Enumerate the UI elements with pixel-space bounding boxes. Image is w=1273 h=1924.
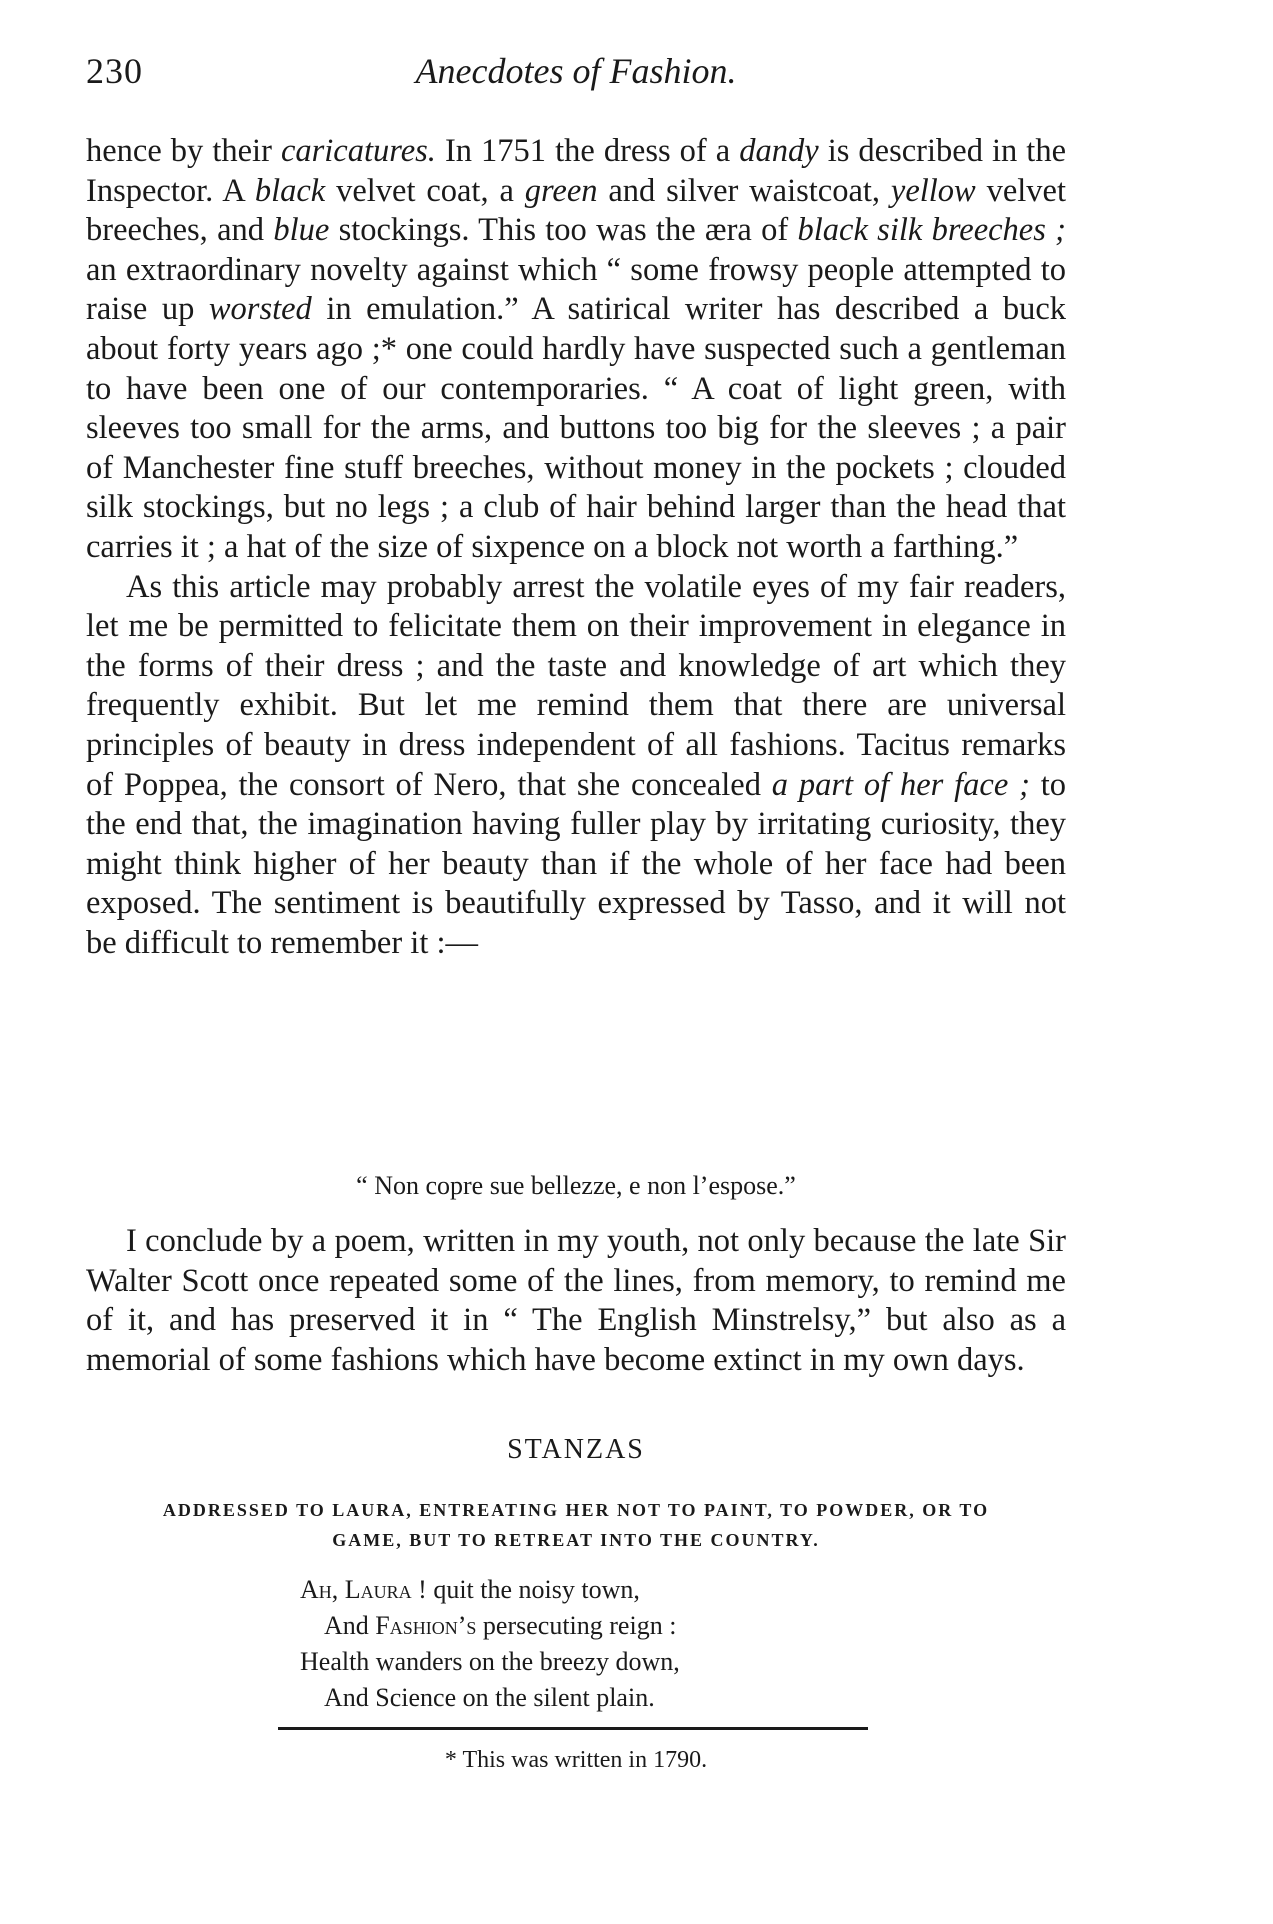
poem-line: And Fashion’s persecuting reign : bbox=[324, 1611, 677, 1640]
tasso-quote: “ Non copre sue bellezze, e non l’espose.” bbox=[356, 1171, 796, 1200]
stanzas-title: STANZAS bbox=[507, 1434, 645, 1465]
poem bbox=[300, 1572, 680, 1716]
paragraph-1: hence by their caricatures. In 1751 the dress of a dandy is described in the Inspector. A black velvet coat, a green and silver waistcoat, yellow velvet breeches, and blue stockings. This too was the æra of black silk breeches ; an extraordinary novelty against which “ some frowsy people attempted to raise up worsted in emulation.” A satirical writer has described a buck about forty years ago ;* one could hardly have suspected such a gentleman to have been one of our contemporaries. “ A coat of light green, with sleeves too small for the arms, and buttons too big for the sleeves ; a pair of Manchester fine stuff breeches, without money in the pockets ; clouded silk stockings, but no legs ; a club of hair behind larger than the head that carries it ; a hat of the size of sixpence on a block not worth a farthing.” bbox=[86, 133, 1067, 565]
poem-line: Ah, Laura ! quit the noisy town, bbox=[300, 1575, 640, 1604]
page-header bbox=[86, 50, 1066, 98]
poem-line: And Science on the silent plain. bbox=[324, 1683, 655, 1712]
body-text bbox=[86, 132, 1066, 963]
footnote-rule bbox=[278, 1727, 868, 1730]
running-title: Anecdotes of Fashion. bbox=[415, 51, 737, 91]
paragraph-3: I conclude by a poem, written in my youth, not only because the late Sir Walter Scott once repeated some of the lines, from memory, to remind me of it, and has preserved it in “ The English Minstrelsy,” but also as a memorial of some fashions which have become extinct in my own days. bbox=[86, 1223, 1066, 1378]
poem-line: Health wanders on the breezy down, bbox=[300, 1647, 680, 1676]
page-number: 230 bbox=[86, 51, 143, 91]
stanzas-subtitle: ADDRESSED TO LAURA, ENTREATING HER NOT TO PAINT, TO POWDER, OR TO GAME, BUT TO RETREAT INTO THE COUNTRY. bbox=[162, 1500, 990, 1550]
paragraph-2: As this article may probably arrest the volatile eyes of my fair readers, let me be permitted to felicitate them on their improvement in elegance in the forms of their dress ; and the taste and knowledge of art which they frequently exhibit. But let me remind them that there are universal principles of beauty in dress independent of all fashions. Tacitus remarks of Poppea, the consort of Nero, that she concealed a part of her face ; to the end that, the imagination having fuller play by irritating curiosity, they might think higher of her beauty than if the whole of her face had been exposed. The sentiment is beautifully expressed by Tasso, and it will not be difficult to remember it :— bbox=[86, 568, 1067, 961]
footnote: * This was written in 1790. bbox=[444, 1747, 708, 1773]
